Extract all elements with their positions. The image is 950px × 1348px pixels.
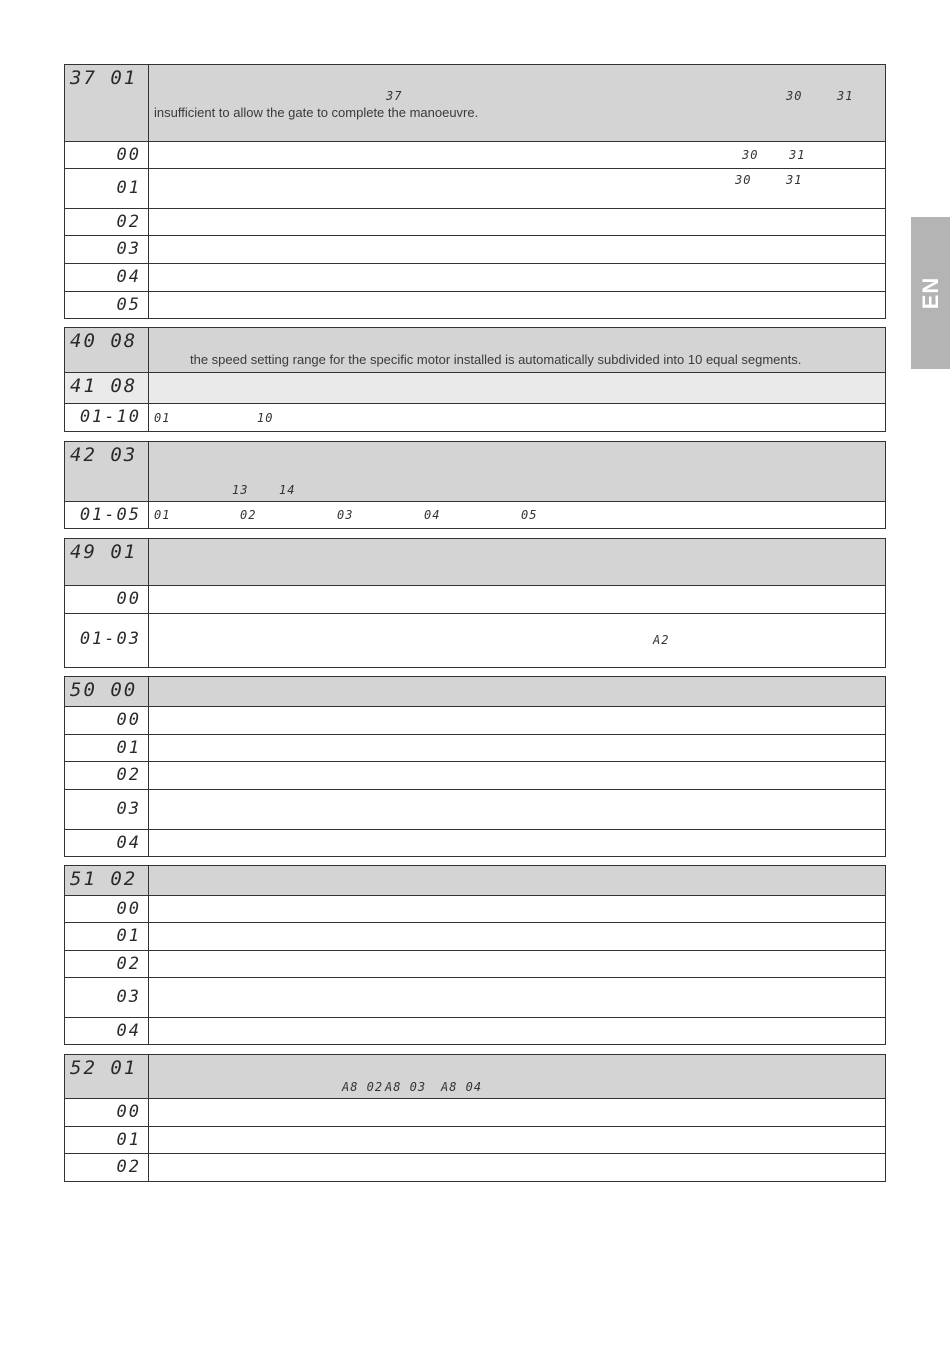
param-description <box>149 677 886 707</box>
value-description: 01 02 03 04 05 <box>149 502 886 529</box>
value-description <box>149 292 886 319</box>
value-code: 01 <box>116 1130 141 1150</box>
value-description: A2 <box>149 614 886 668</box>
value-description <box>149 923 886 951</box>
value-description <box>149 896 886 923</box>
param-table-51 <box>64 865 886 1045</box>
value-description <box>149 586 886 614</box>
param-description <box>149 373 886 404</box>
value-description <box>149 790 886 830</box>
value-range: 01-05 <box>79 505 141 525</box>
value-description: 30 31 <box>149 142 886 169</box>
value-code: 04 <box>116 833 141 853</box>
value-code: 00 <box>116 710 141 730</box>
value-description <box>149 978 886 1018</box>
value-description <box>149 735 886 762</box>
value-description <box>149 1154 886 1182</box>
value-code: 03 <box>116 799 141 819</box>
param-table-42 <box>64 441 886 529</box>
param-code: 51 02 <box>70 868 138 890</box>
value-code: 01 <box>116 926 141 946</box>
param-description: 13 14 <box>149 442 886 502</box>
value-description <box>149 1018 886 1045</box>
param-table-50 <box>64 676 886 857</box>
value-description <box>149 762 886 790</box>
language-tab-label: EN <box>917 276 943 310</box>
value-code: 00 <box>116 145 141 165</box>
param-code: 41 08 <box>70 375 138 397</box>
value-code: 02 <box>116 765 141 785</box>
param-description: 37 30 31 insufficient to allow the gate to complete the manoeuvre. <box>149 65 886 142</box>
value-description <box>149 236 886 264</box>
value-code: 01 <box>116 738 141 758</box>
param-description <box>149 539 886 586</box>
value-range: 01-10 <box>79 407 141 427</box>
value-description <box>149 1099 886 1127</box>
value-code: 03 <box>116 987 141 1007</box>
param-description <box>149 866 886 896</box>
value-code: 02 <box>116 212 141 232</box>
value-code: 01 <box>116 178 141 198</box>
value-description <box>149 951 886 978</box>
value-description <box>149 1127 886 1154</box>
value-description <box>149 830 886 857</box>
param-description: A8 02 A8 03 A8 04 <box>149 1055 886 1099</box>
param-table-37 <box>64 64 886 319</box>
param-table-40 <box>64 327 886 432</box>
param-code: 37 01 <box>70 67 138 89</box>
value-range: 01-03 <box>79 629 141 649</box>
value-description <box>149 209 886 236</box>
value-code: 03 <box>116 239 141 259</box>
param-table-49 <box>64 538 886 668</box>
param-code: 40 08 <box>70 330 138 352</box>
param-code: 49 01 <box>70 541 138 563</box>
value-description: 30 31 <box>149 169 886 209</box>
value-code: 02 <box>116 954 141 974</box>
language-tab-en[interactable] <box>911 217 950 369</box>
value-code: 00 <box>116 899 141 919</box>
value-description: 01 10 <box>149 404 886 432</box>
value-code: 02 <box>116 1157 141 1177</box>
param-description: the speed setting range for the specific motor installed is automatically subdivided into 10 equal segments. <box>149 328 886 373</box>
value-code: 04 <box>116 267 141 287</box>
value-description <box>149 707 886 735</box>
value-description <box>149 264 886 292</box>
param-code: 50 00 <box>70 679 138 701</box>
param-table-52 <box>64 1054 886 1182</box>
value-code: 00 <box>116 1102 141 1122</box>
param-code: 42 03 <box>70 444 138 466</box>
value-code: 04 <box>116 1021 141 1041</box>
value-code: 00 <box>116 589 141 609</box>
param-code: 52 01 <box>70 1057 138 1079</box>
value-code: 05 <box>116 295 141 315</box>
